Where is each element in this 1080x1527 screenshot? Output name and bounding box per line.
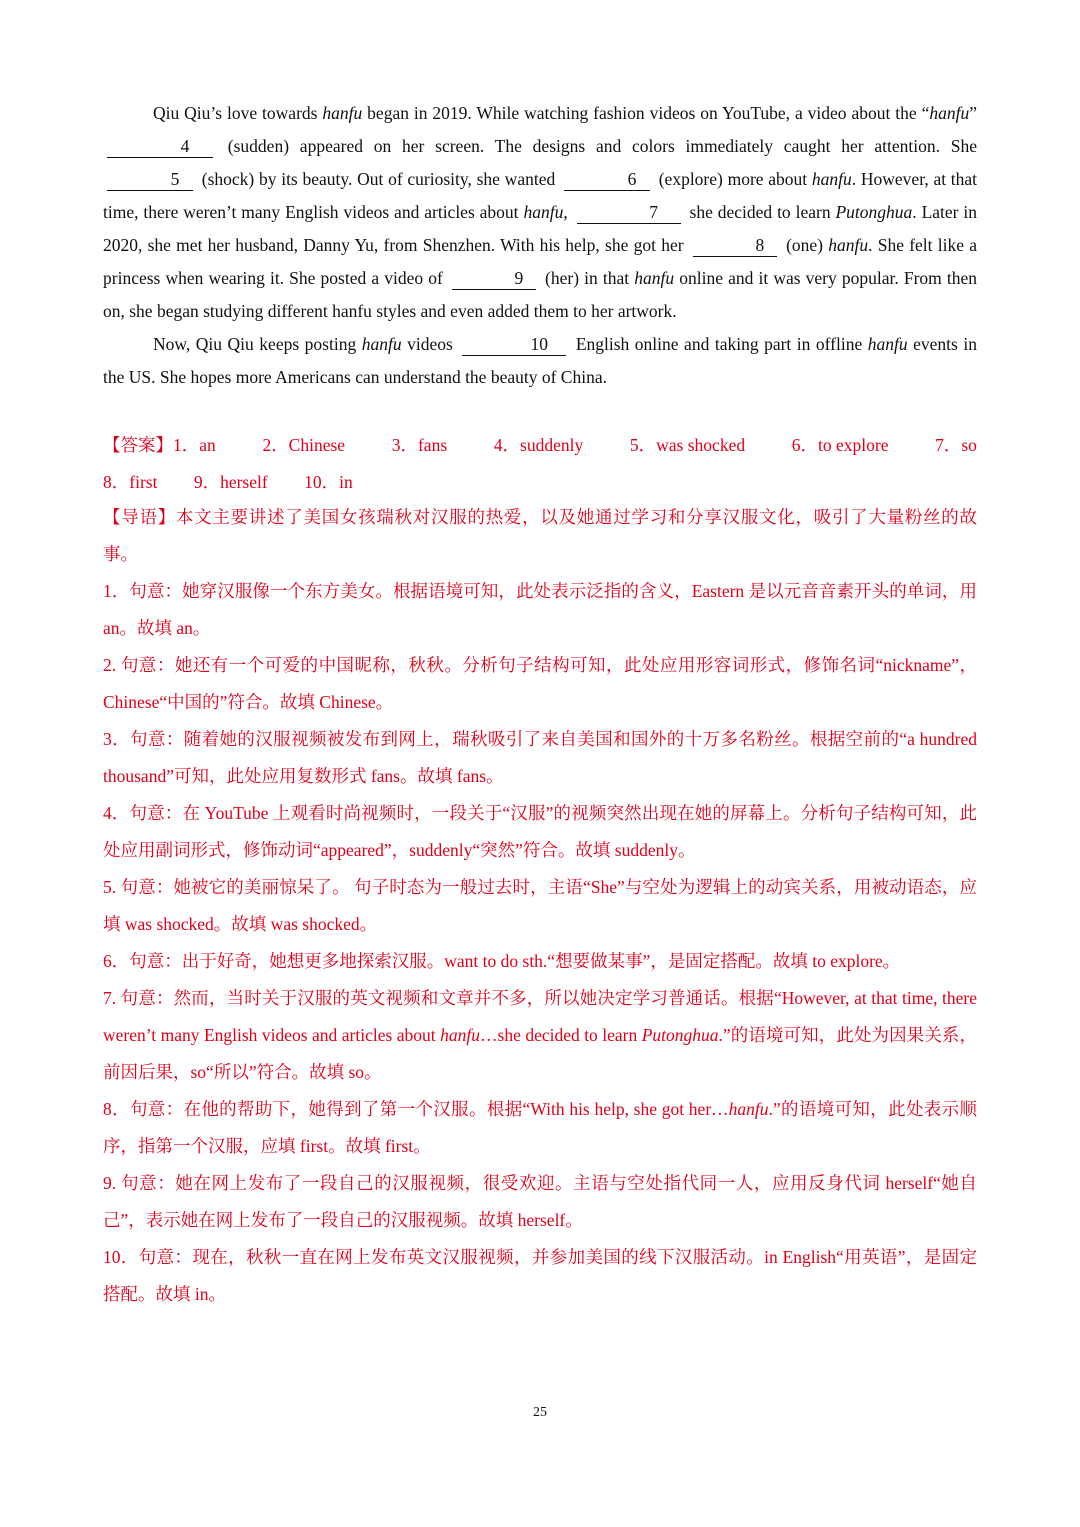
intro: [103, 499, 977, 573]
passage-text: she decided to learn: [689, 202, 836, 222]
blank-9: 9: [452, 267, 536, 290]
explanation-5: 5. 句意：她被它的美丽惊呆了。 句子时态为一般过去时，主语“She”与空处为逻辑上的动宾关系，用被动语态，应填 was shocked。故填 was shocked。: [103, 877, 977, 934]
explanation-6: 6．句意：出于好奇，她想更多地探索汉服。want to do sth.“想要做某事”，是固定搭配。故填 to explore。: [103, 951, 901, 971]
explanation-text: …she decided to learn: [480, 1025, 642, 1045]
answer-group-1: [103, 432, 216, 457]
explanation-italic: hanfu: [440, 1025, 481, 1045]
explanation-2: 2. 句意：她还有一个可爱的中国昵称，秋秋。分析句子结构可知，此处应用形容词形式，修饰名词“nickname”，Chinese“中国的”符合。故填 Chinese。: [103, 655, 977, 712]
explanation-3: 3．句意：随着她的汉服视频被发布到网上，瑞秋吸引了来自美国和国外的十万多名粉丝。根据空前的“a hundred thousand”可知，此处应用复数形式 fans。故填 fans。: [103, 729, 977, 786]
explanation-10: 10．句意：现在，秋秋一直在网上发布英文汉服视频，并参加美国的线下汉服活动。in English“用英语”，是固定搭配。故填 in。: [103, 1247, 977, 1304]
passage-italic: hanfu: [811, 169, 852, 189]
passage-italic: hanfu: [929, 103, 970, 123]
blank-7: 7: [577, 201, 681, 224]
passage-text: (sudden) appeared on her screen. The designs and colors immediately caught her attention. She: [227, 136, 978, 156]
passage-text: (shock) by its beauty. Out of curiosity, she wanted: [201, 169, 556, 189]
passage-text: videos: [401, 334, 453, 354]
passage-italic: hanfu: [828, 235, 869, 255]
intro-label: 【导语】: [103, 507, 176, 527]
passage-text: (one): [786, 235, 829, 255]
passage-text: Qiu Qiu’s love towards: [153, 103, 323, 123]
answer-item: 5．was shocked: [629, 435, 746, 455]
passage-text: online and it was very popular. From then on, she began studying different hanfu styles and even added them to her artwork.: [103, 268, 978, 321]
passage-text: Now, Qiu Qiu keeps posting: [153, 334, 362, 354]
explanation-4: 4．句意：在 YouTube 上观看时尚视频时，一段关于“汉服”的视频突然出现在她的屏幕上。分析句子结构可知，此处应用副词形式，修饰动词“appeared”，suddenly“突然”符合。故填 suddenly。: [103, 803, 977, 860]
passage-text: events in the US. She hopes more Americans can understand the beauty of China.: [103, 334, 977, 387]
answer-item: 9．herself: [193, 472, 268, 492]
answer-item: 1．an: [173, 435, 216, 455]
passage-italic: hanfu: [634, 268, 675, 288]
explanation-7: [103, 980, 977, 1091]
explanation-1: 1．句意：她穿汉服像一个东方美女。根据语境可知，此处表示泛指的含义，Eastern 是以元音音素开头的单词，用 an。故填 an。: [103, 581, 977, 638]
explanation-italic: hanfu: [728, 1099, 769, 1119]
explanation-9: 9. 句意：她在网上发布了一段自己的汉服视频，很受欢迎。主语与空处指代同一人，应用反身代词 herself“她自己”，表示她在网上发布了一段自己的汉服视频。故填 herself。: [103, 1173, 977, 1230]
blank-10: 10: [462, 333, 566, 356]
answers-row-1: [103, 432, 977, 457]
passage-text: (her) in that: [545, 268, 635, 288]
blank-8: 8: [693, 234, 777, 257]
passage-text: began in 2019. While watching fashion videos on YouTube, a video about the “: [362, 103, 930, 123]
passage-text: ”: [969, 103, 977, 123]
answer-item: 6．to explore: [791, 435, 889, 455]
passage-text: . Later in 2020, she met her husband, Danny Yu, from Shenzhen. With his help, she got her: [103, 202, 977, 255]
intro-text: 本文主要讲述了美国女孩瑞秋对汉服的热爱，以及她通过学习和分享汉服文化，吸引了大量粉丝的故事。: [103, 507, 978, 564]
passage-italic: hanfu: [523, 202, 564, 222]
passage-text: English online and taking part in offline: [575, 334, 868, 354]
answer-item: 4．suddenly: [493, 435, 584, 455]
answer-item: 8．first: [103, 472, 158, 492]
explanations: [103, 499, 977, 1313]
passage-paragraph-1: [103, 97, 977, 328]
blank-6: 6: [564, 168, 650, 191]
passage-text: . She felt like a princess when wearing it. She posted a video of: [103, 235, 978, 288]
answer-item: 3．fans: [391, 435, 448, 455]
answer-item: 10．in: [304, 472, 353, 492]
explanation-text: 7. 句意：然而，当时关于汉服的英文视频和文章并不多，所以她决定学习普通话。根据“However, at that time, there weren’t many English videos and articles about: [103, 988, 977, 1045]
answer-item: 2．Chinese: [262, 435, 346, 455]
page-number: 25: [533, 1405, 547, 1420]
answer-item: 7．so: [935, 435, 977, 455]
explanation-8: [103, 1091, 977, 1165]
passage-text: ,: [563, 202, 568, 222]
explanation-text: .”的语境可知，此处表示顺序，指第一个汉服，应填 first。故填 first。: [103, 1099, 977, 1156]
passage-italic: Putonghua: [835, 202, 913, 222]
passage-text: . However, at that time, there weren’t many English videos and articles about: [103, 169, 978, 222]
passage-text: (explore) more about: [658, 169, 812, 189]
passage-italic: hanfu: [361, 334, 402, 354]
passage: [103, 97, 977, 394]
blank-4: 4: [107, 135, 213, 158]
explanation-text: 8．句意：在他的帮助下，她得到了第一个汉服。根据“With his help, she got her…: [103, 1099, 729, 1119]
blank-5: 5: [107, 168, 193, 191]
answer-label: 【答案】: [103, 435, 173, 455]
explanation-text: .”的语境可知，此处为因果关系，前因后果，so“所以”符合。故填 so。: [103, 1025, 978, 1082]
explanation-italic: Putonghua: [641, 1025, 719, 1045]
passage-paragraph-2: [103, 328, 977, 394]
answers-row-2: [103, 469, 977, 494]
passage-italic: hanfu: [867, 334, 908, 354]
passage-italic: hanfu: [322, 103, 363, 123]
